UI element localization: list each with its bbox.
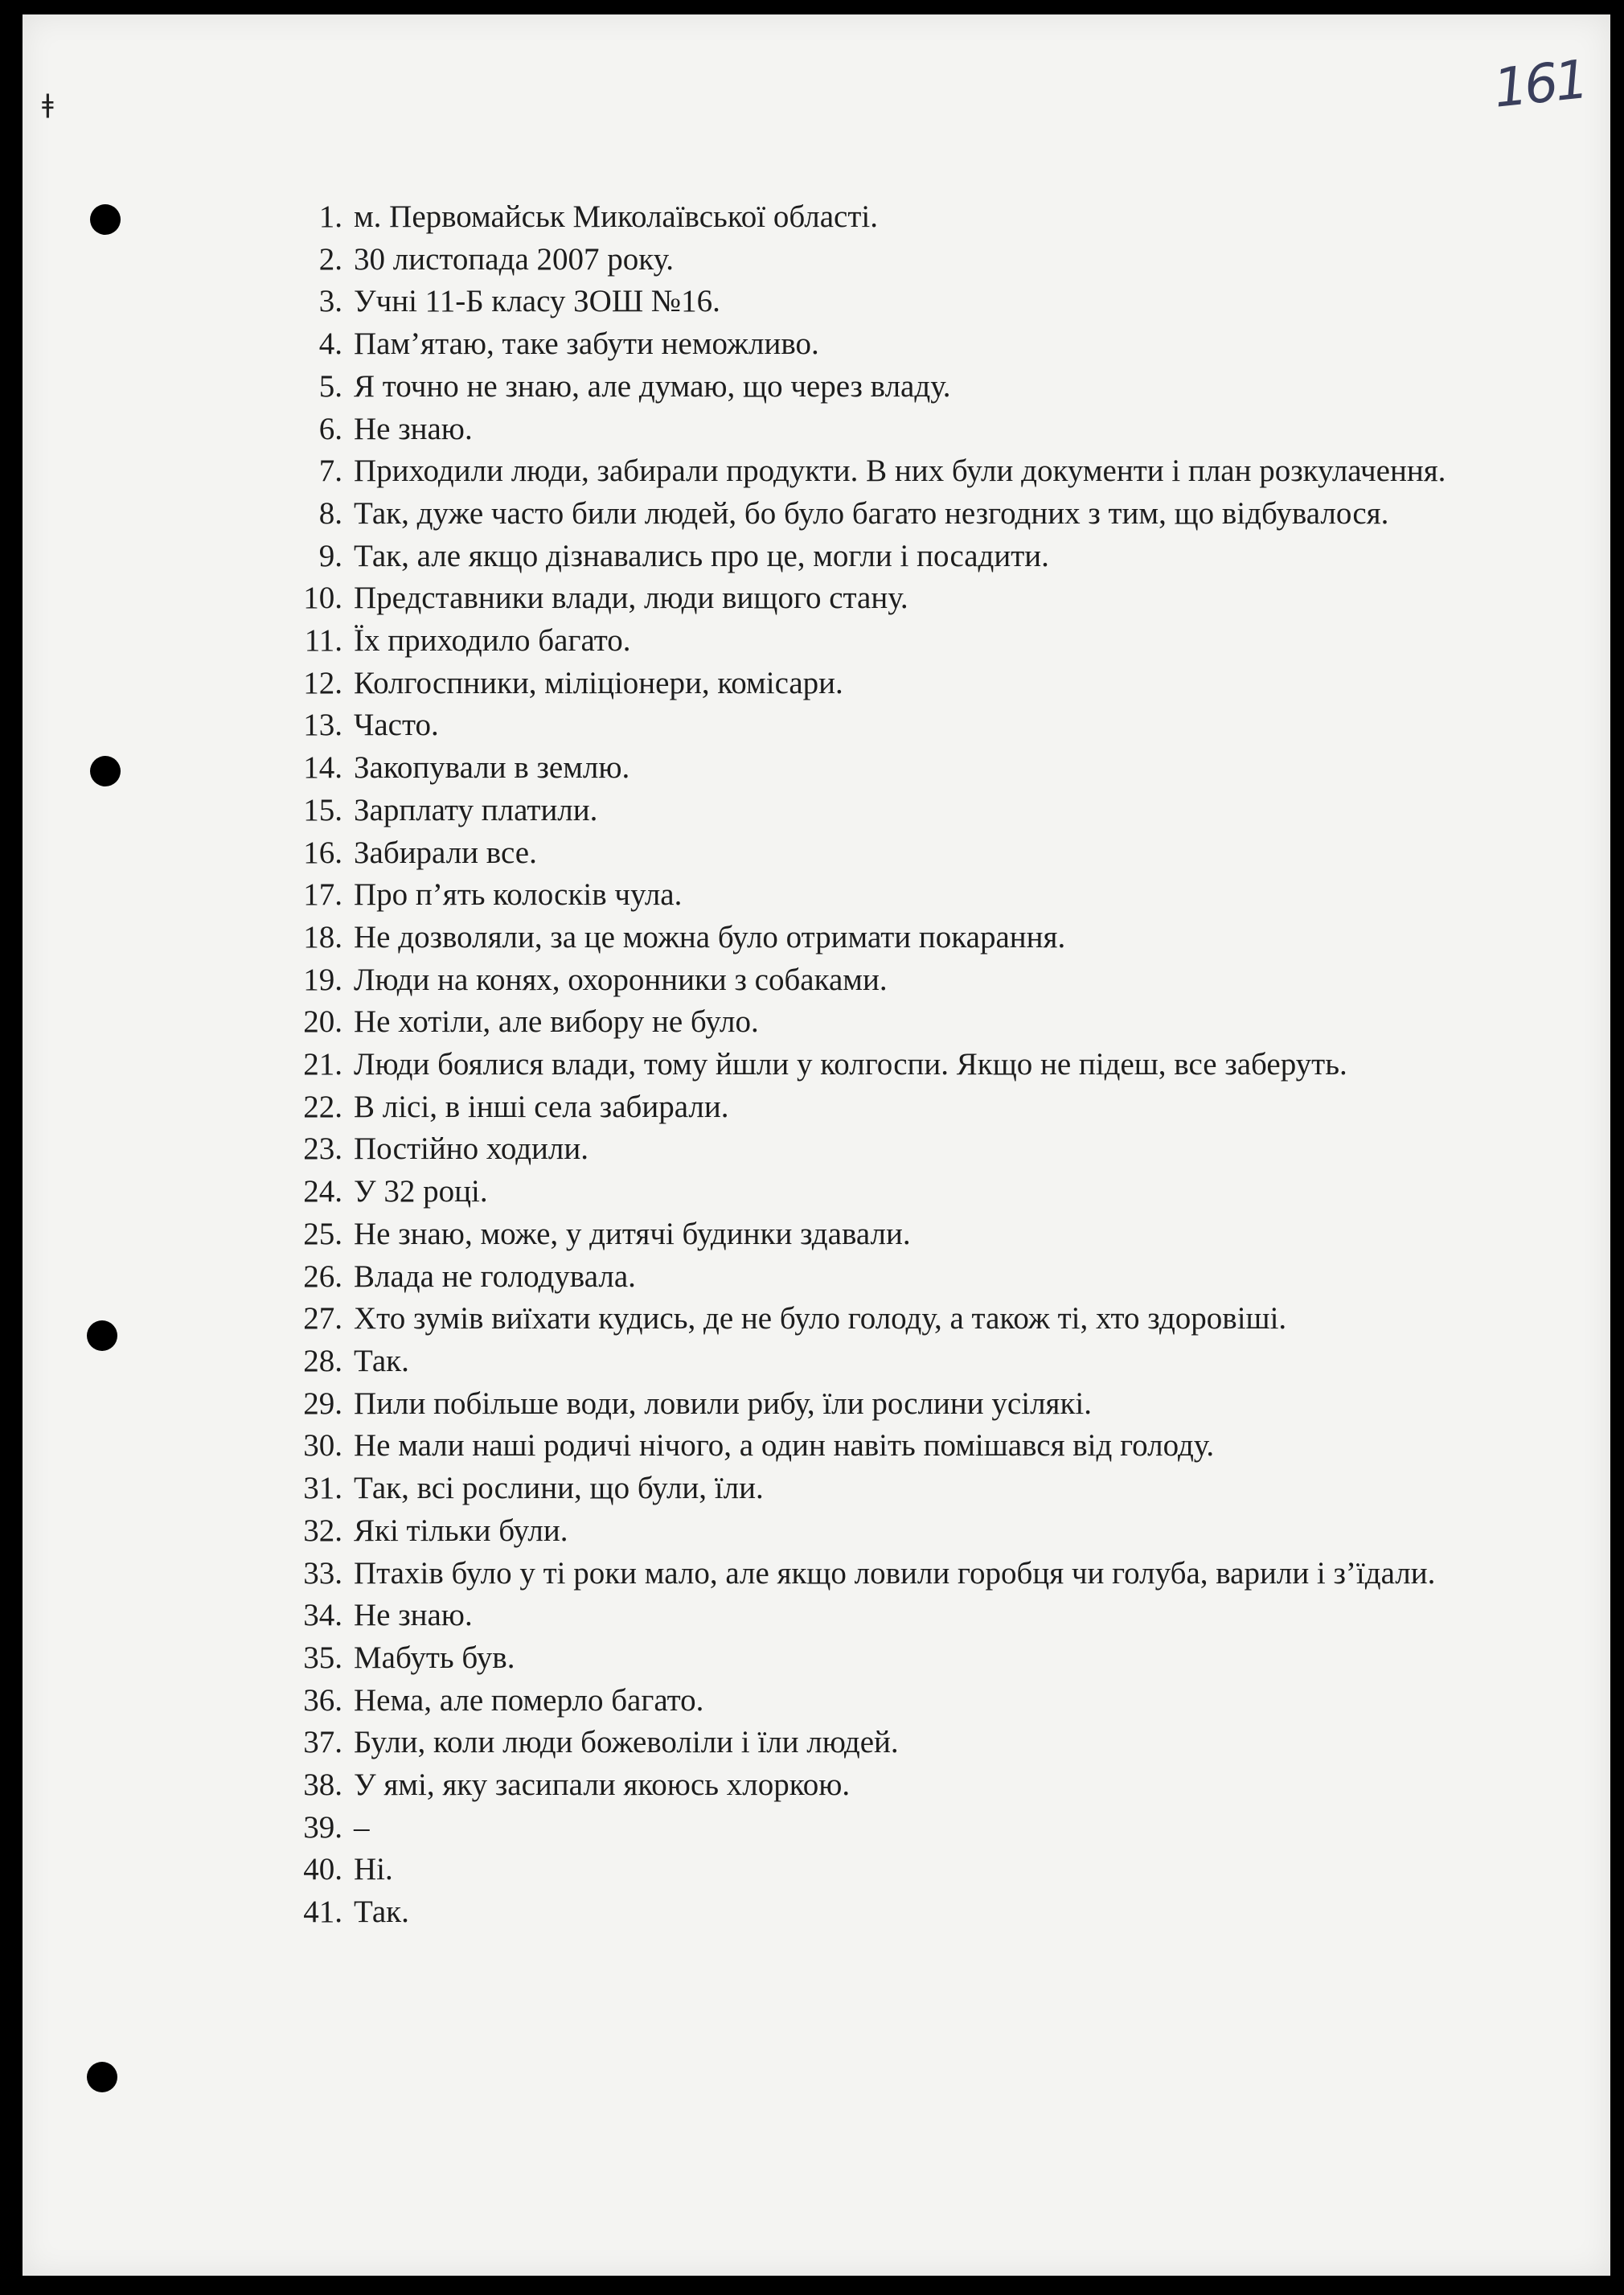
item-number: 33. [303, 1555, 342, 1591]
item-number: 22. [303, 1089, 342, 1124]
list-item [280, 1256, 1534, 1299]
item-number: 38. [303, 1767, 342, 1803]
punch-hole [87, 1320, 117, 1351]
item-number: 23. [303, 1131, 342, 1167]
item-number: 34. [303, 1598, 342, 1633]
list-item [280, 239, 1534, 281]
list-item [280, 281, 1534, 323]
list-item [280, 790, 1534, 832]
list-item [280, 1764, 1534, 1807]
item-text: Мабуть був. [354, 1640, 515, 1675]
item-number: 10. [303, 581, 342, 616]
list-item [280, 1510, 1534, 1553]
list-item [280, 704, 1534, 747]
item-number: 30. [303, 1428, 342, 1464]
item-text: Я точно не знаю, але думаю, що через владу. [354, 368, 951, 404]
punch-hole [87, 2062, 117, 2092]
item-number: 12. [303, 665, 342, 700]
item-number: 15. [303, 792, 342, 827]
list-item [280, 874, 1534, 917]
item-number: 21. [303, 1047, 342, 1082]
list-item [280, 1722, 1534, 1764]
item-text: Не знаю. [354, 411, 473, 446]
list-item [280, 323, 1534, 366]
item-text: Так. [354, 1895, 409, 1930]
item-number: 35. [303, 1640, 342, 1675]
item-text: Не знаю. [354, 1598, 473, 1633]
list-item [280, 1298, 1534, 1340]
list-item [280, 493, 1534, 536]
item-number: 19. [303, 962, 342, 997]
punch-hole [90, 204, 121, 235]
item-number: 41. [303, 1895, 342, 1930]
item-text: Представники влади, люди вищого стану. [354, 581, 908, 616]
list-item [280, 1553, 1534, 1595]
list-item [280, 366, 1534, 409]
list-item [280, 1001, 1534, 1044]
list-item [280, 747, 1534, 790]
list-item [280, 577, 1534, 620]
item-number: 26. [303, 1258, 342, 1294]
item-text: Не хотіли, але вибору не було. [354, 1004, 759, 1040]
item-text: Не знаю, може, у дитячі будинки здавали. [354, 1216, 911, 1251]
item-text: Часто. [354, 708, 439, 743]
item-number: 14. [303, 750, 342, 786]
item-number: 9. [318, 538, 342, 573]
item-text: Їх приходило багато. [354, 623, 631, 659]
list-item [280, 1171, 1534, 1213]
item-number: 39. [303, 1809, 342, 1845]
item-number: 27. [303, 1301, 342, 1336]
item-text: В лісі, в інші села забирали. [354, 1089, 729, 1124]
item-number: 36. [303, 1682, 342, 1718]
list-item [280, 1044, 1534, 1086]
item-number: 17. [303, 877, 342, 913]
item-text: Постійно ходили. [354, 1131, 589, 1167]
item-text: Закопували в землю. [354, 750, 630, 786]
item-number: 32. [303, 1513, 342, 1548]
punch-hole [90, 756, 121, 786]
item-text: У 32 році. [354, 1174, 488, 1209]
document-page [23, 14, 1610, 2276]
list-item [280, 1468, 1534, 1510]
list-item [280, 536, 1534, 578]
item-number: 40. [303, 1852, 342, 1887]
list-item [280, 1086, 1534, 1129]
item-text: У ямі, яку засипали якоюсь хлоркою. [354, 1767, 851, 1803]
item-number: 6. [318, 411, 342, 446]
list-item [280, 196, 1534, 239]
item-text: Ні. [354, 1852, 393, 1887]
item-text: м. Первомайськ Миколаївської області. [354, 199, 878, 234]
list-item [280, 959, 1534, 1002]
item-text: Про п’ять колосків чула. [354, 877, 683, 913]
item-number: 37. [303, 1725, 342, 1760]
item-text: Так, всі рослини, що були, їли. [354, 1471, 764, 1506]
item-text: Птахів було у ті роки мало, але якщо ловили горобця чи голуба, варили і з’їдали. [354, 1555, 1436, 1591]
item-text: 30 листопада 2007 року. [354, 241, 674, 277]
item-text: Були, коли люди божеволіли і їли людей. [354, 1725, 899, 1760]
list-item [280, 1891, 1534, 1934]
item-text: Які тільки були. [354, 1513, 568, 1548]
answers-list [280, 196, 1534, 1934]
item-number: 13. [303, 708, 342, 743]
item-text: Не дозволяли, за це можна було отримати покарання. [354, 919, 1066, 955]
item-text: Влада не голодувала. [354, 1258, 636, 1294]
item-number: 1. [318, 199, 342, 234]
item-number: 24. [303, 1174, 342, 1209]
item-number: 3. [318, 284, 342, 319]
item-text: Так. [354, 1343, 409, 1378]
list-item [280, 1213, 1534, 1256]
item-text: Не мали наші родичі нічого, а один навіть помішався від голоду. [354, 1428, 1215, 1464]
list-item [280, 663, 1534, 705]
list-item [280, 450, 1534, 493]
item-text: Забирали все. [354, 835, 537, 870]
item-number: 20. [303, 1004, 342, 1040]
item-number: 8. [318, 495, 342, 531]
list-item [280, 409, 1534, 451]
list-item [280, 1340, 1534, 1383]
list-item [280, 917, 1534, 959]
item-text: Люди на конях, охоронники з собаками. [354, 962, 888, 997]
list-item [280, 620, 1534, 663]
handwritten-page-number: 161 [1491, 48, 1589, 120]
item-text: Так, але якщо дізнавались про це, могли і посадити. [354, 538, 1049, 573]
item-text: Пам’ятаю, таке забути неможливо. [354, 326, 819, 362]
list-item [280, 1128, 1534, 1171]
item-text: Нема, але померло багато. [354, 1682, 704, 1718]
corner-mark: ǂ [42, 88, 54, 119]
item-text: Люди боялися влади, тому йшли у колгоспи. Якщо не підеш, все заберуть. [354, 1047, 1347, 1082]
list-item [280, 1595, 1534, 1637]
item-text: Так, дуже часто били людей, бо було багато незгодних з тим, що відбувалося. [354, 495, 1389, 531]
item-number: 2. [318, 241, 342, 277]
item-text: Учні 11-Б класу ЗОШ №16. [354, 284, 720, 319]
item-text: Зарплату платили. [354, 792, 598, 827]
item-number: 18. [303, 919, 342, 955]
item-number: 28. [303, 1343, 342, 1378]
item-number: 7. [318, 454, 342, 489]
item-number: 25. [303, 1216, 342, 1251]
item-text: Приходили люди, забирали продукти. В них були документи і план розкулачення. [354, 454, 1446, 489]
item-text: Пили побільше води, ловили рибу, їли рослини усілякі. [354, 1386, 1093, 1421]
list-item [280, 1425, 1534, 1468]
list-item [280, 832, 1534, 875]
item-number: 5. [318, 368, 342, 404]
list-item [280, 1849, 1534, 1891]
list-item [280, 1807, 1534, 1850]
item-text: Колгоспники, міліціонери, комісари. [354, 665, 843, 700]
list-item [280, 1637, 1534, 1680]
item-number: 11. [304, 623, 342, 659]
item-text: – [354, 1809, 370, 1845]
list-item [280, 1680, 1534, 1722]
list-item [280, 1383, 1534, 1426]
item-text: Хто зумів виїхати кудись, де не було голоду, а також ті, хто здоровіші. [354, 1301, 1287, 1336]
item-number: 4. [318, 326, 342, 362]
item-number: 31. [303, 1471, 342, 1506]
item-number: 29. [303, 1386, 342, 1421]
item-number: 16. [303, 835, 342, 870]
